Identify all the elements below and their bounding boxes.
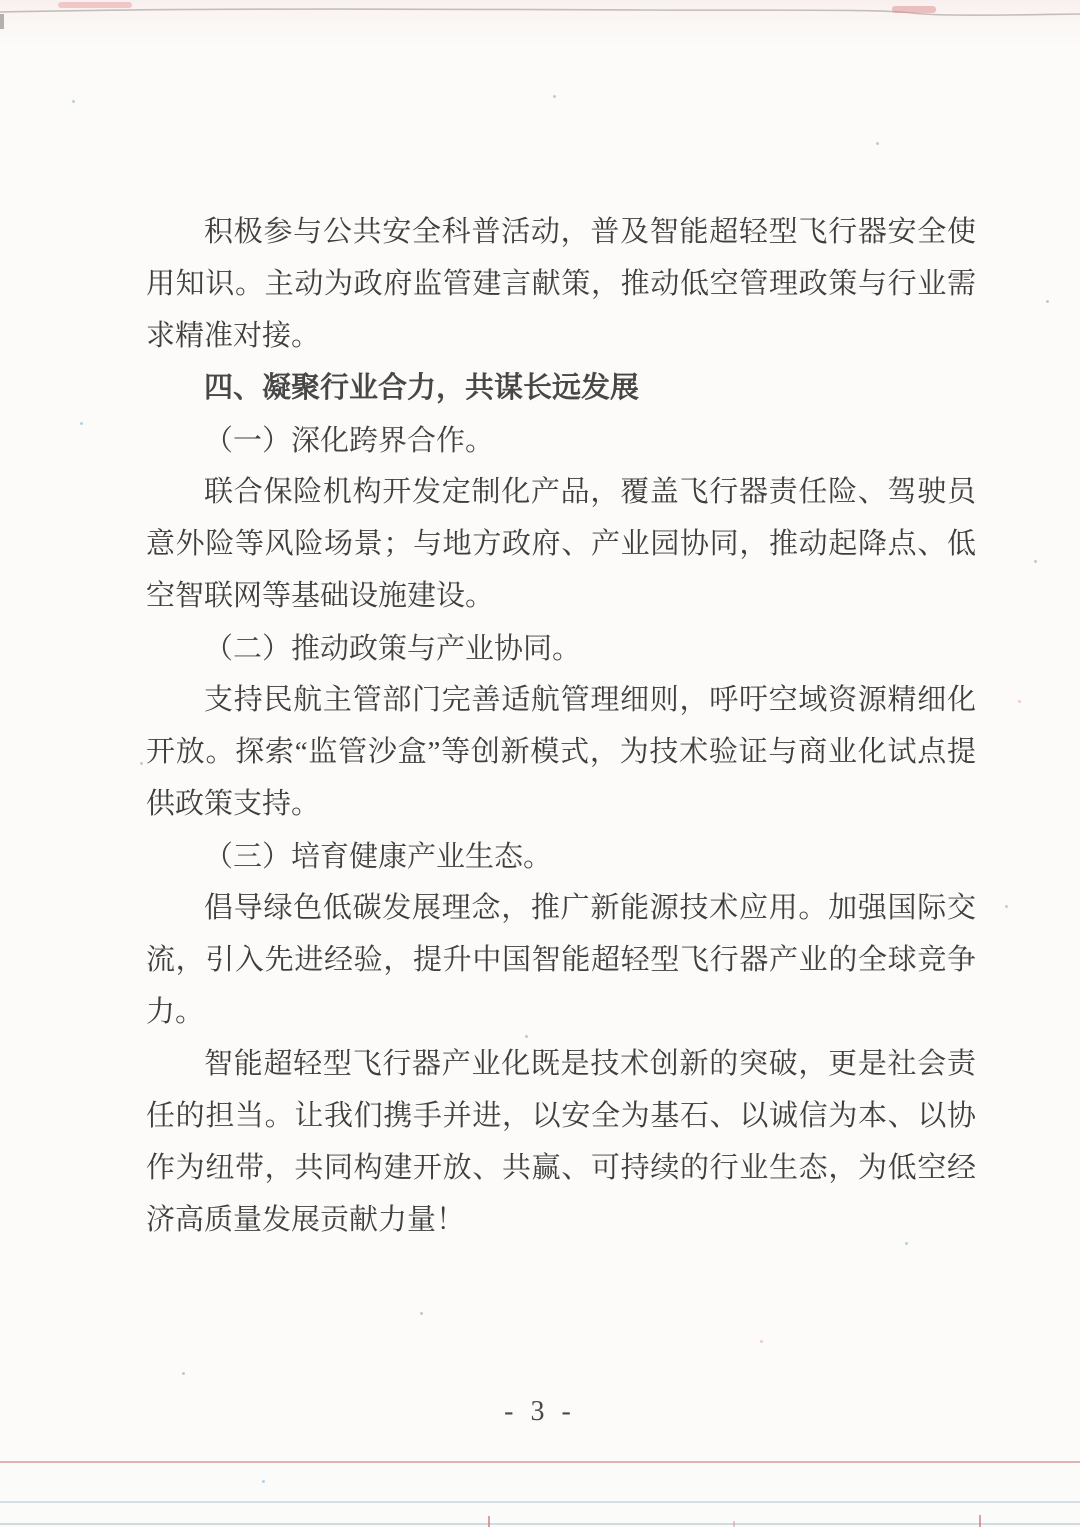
scan-speckle [1018,700,1021,703]
scan-speckle [1034,560,1037,563]
scan-speckle [1005,905,1008,908]
scan-blue-rule-line [0,1501,1080,1503]
paragraph: 积极参与公共安全科普活动，普及智能超轻型飞行器安全使用知识。主动为政府监管建言献策，推动低空管理政策与行业需求精准对接。 [146,216,976,352]
section-heading: 四、凝聚行业合力，共谋长远发展 [204,372,640,404]
scan-speckle [140,762,143,765]
paragraph: 支持民航主管部门完善适航管理细则，呼吁空域资源精细化开放。探索“监管沙盒”等创新模式，为技术验证与商业化试点提供政策支持。 [146,684,976,820]
paragraph: 联合保险机构开发定制化产品，覆盖飞行器责任险、驾驶员意外险等风险场景；与地方政府、产业园协同，推动起降点、低空智联网等基础设施建设。 [146,476,976,612]
scan-red-tick [733,1521,735,1527]
scan-red-smudge [58,2,132,8]
scan-speckle [420,1312,423,1315]
document-body [146,206,976,1246]
scan-speckle [553,95,556,98]
scan-speckle [182,1372,185,1375]
sub-heading: （三）培育健康产业生态。 [204,839,553,873]
scan-blue-rule-line [0,1523,1080,1525]
scan-speckle [760,1340,763,1343]
scan-bottom-strip [0,1462,1080,1527]
scan-speckle [525,1035,528,1038]
scan-edge-nick [0,14,4,29]
scan-red-rule-line [0,1461,1080,1463]
scan-speckle [72,100,75,103]
sub-heading: （一）深化跨界合作。 [204,423,495,457]
scan-speckle [80,422,83,425]
scan-red-tick [979,1515,981,1527]
scan-red-tick [488,1516,490,1527]
sub-heading: （二）推动政策与产业协同。 [204,631,582,665]
scan-speckle [905,1242,908,1245]
scan-speckle [262,1480,265,1483]
scan-speckle [876,142,879,145]
scan-speckle [1046,300,1049,303]
page-number: - 3 - [504,1396,576,1427]
closing-paragraph: 智能超轻型飞行器产业化既是技术创新的突破，更是社会责任的担当。让我们携手并进，以安全为基石、以诚信为本、以协作为纽带，共同构建开放、共赢、可持续的行业生态，为低空经济高质量发展贡献力量！ [146,1048,976,1236]
scan-red-smudge [892,6,936,13]
paragraph: 倡导绿色低碳发展理念，推广新能源技术应用。加强国际交流，引入先进经验，提升中国智能超轻型飞行器产业的全球竞争力。 [146,892,976,1028]
